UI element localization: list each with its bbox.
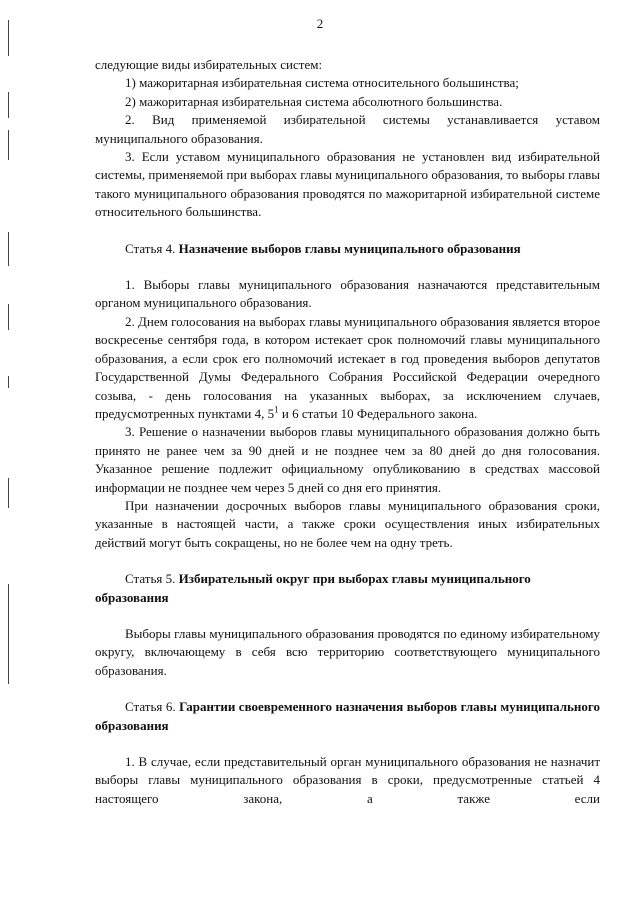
scan-margin-mark: [8, 376, 9, 388]
paragraph: 2. Вид применяемой избирательной системы устанавливается уставом муниципального образования.: [95, 112, 600, 146]
scan-margin-mark: [8, 130, 9, 160]
paragraph: следующие виды избирательных систем:: [95, 57, 323, 72]
scan-margin-mark: [8, 232, 9, 266]
paragraph: 2. Днем голосования на выборах главы муниципального образования является второе воскресенье сентября года, в котором истекает срок полномочий главы муниципального образования, а если срок его полномочий истекает в год проведения выборов депутатов Государственной Думы Федерального Собрания Российской Федерации очередного созыва, - день голосования на указанных выборах, за исключением случаев, предусмотренных пунктами 4, $5^1$ и 6 статьи 10 Федерального закона.: [95, 313, 600, 421]
document-body: [95, 56, 600, 808]
article-title: Избирательный округ при выборах главы муниципального образования: [95, 571, 531, 605]
article-title: Гарантии своевременного назначения выборов главы муниципального образования: [95, 699, 600, 733]
paragraph: 3. Решение о назначении выборов главы муниципального образования должно быть принято не ранее чем за 90 дней и не позднее чем за 80 дней до дня голосования. Указанное решение подлежит официальному опубликованию в средствах массовой информации не позднее чем через 5 дней со дня его принятия.: [95, 424, 600, 495]
list-item: 2) мажоритарная избирательная система абсолютного большинства.: [125, 93, 503, 109]
article-4-heading: [95, 240, 600, 258]
article-title: Назначение выборов главы муниципального образования: [178, 240, 521, 256]
list-item: 1) мажоритарная избирательная система относительного большинства;: [125, 75, 519, 91]
article-5-heading: [95, 570, 600, 607]
paragraph: 1. Выборы главы муниципального образования назначаются представительным органом муниципального образования.: [95, 277, 600, 311]
paragraph: Выборы главы муниципального образования проводятся по единому избирательному округу, включающему в себя всю территорию соответствующего муниципального образования.: [95, 625, 600, 678]
article-6-heading: [95, 698, 600, 735]
article-label: Статья 4.: [125, 240, 176, 256]
scan-margin-mark: [8, 20, 9, 56]
scan-margin-mark: [8, 304, 9, 330]
article-label: Статья 5.: [125, 571, 176, 587]
paragraph: 1. В случае, если представительный орган муниципального образования не назначит выборы главы муниципального образования в сроки, предусмотренные статьей 4 настоящего закона, а также если: [95, 754, 600, 806]
superscript: 1: [274, 404, 279, 415]
paragraph: При назначении досрочных выборов главы муниципального образования сроки, указанные в настоящей части, а также сроки осуществления иных избирательных действий могут быть сокращены, но не более чем на одну треть.: [95, 497, 600, 550]
page-number: 2: [316, 16, 324, 31]
scan-margin-mark: [8, 584, 9, 684]
article-label: Статья 6.: [125, 699, 176, 715]
scan-margin-mark: [8, 92, 9, 118]
scan-margin-mark: [8, 478, 9, 508]
paragraph: 3. Если уставом муниципального образования не установлен вид избирательной системы, применяемой при выборах главы муниципального образования, то выборы главы такого муниципального образования проводятся по мажоритарной избирательной системе относительного большинства.: [95, 149, 600, 220]
